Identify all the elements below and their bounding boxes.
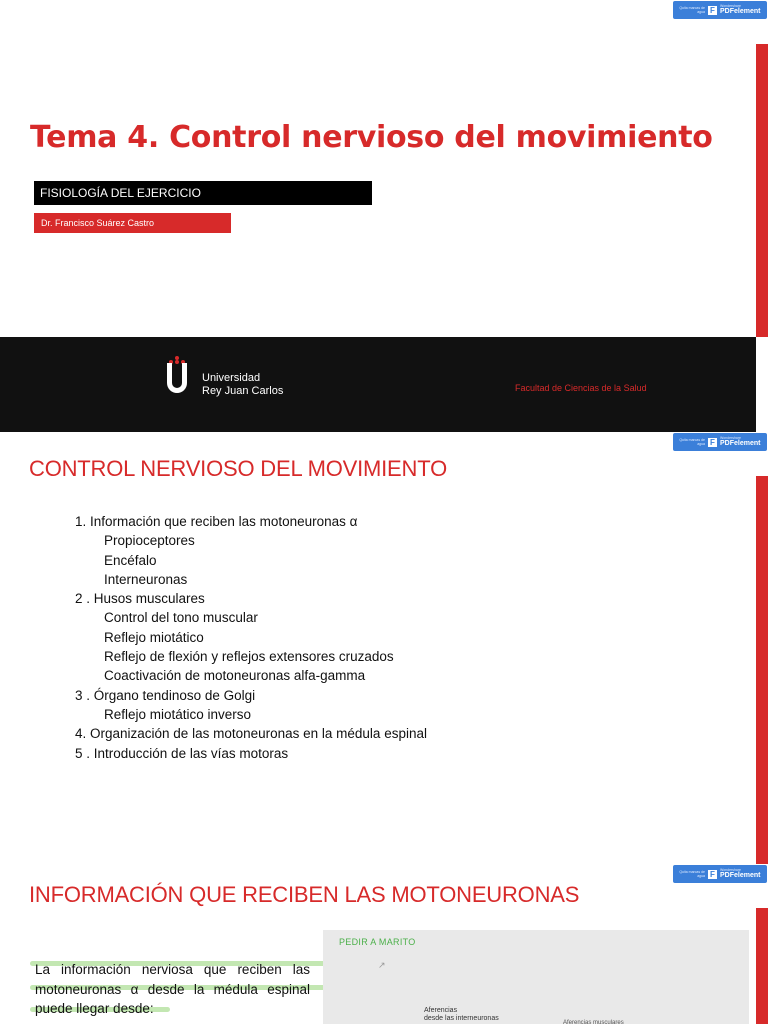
university-name <box>202 372 283 398</box>
university-logo-icon <box>165 356 189 398</box>
watermark-remove-text[interactable]: Quita marcas de agua <box>679 6 705 14</box>
figure-label-right: Aferencias musculares <box>563 1020 624 1024</box>
outline-item: 2 . Husos musculares <box>75 591 205 607</box>
pdfelement-logo-icon: F <box>708 870 717 879</box>
outline-subitem: Interneuronas <box>104 571 188 587</box>
figure-caption: PEDIR A MARITO <box>339 937 416 947</box>
watermark-badge[interactable] <box>673 433 767 451</box>
subject-label: FISIOLOGÍA DEL EJERCICIO <box>34 181 372 205</box>
slide-heading: CONTROL NERVIOSO DEL MOVIMIENTO <box>29 456 447 481</box>
outline-subitem: Reflejo miotático inverso <box>104 706 252 722</box>
badge-brand-top: Wondershare <box>720 4 741 8</box>
badge-brand-name: PDFelement <box>720 872 761 879</box>
badge-brand-top: Wondershare <box>720 868 741 872</box>
slide-heading: INFORMACIÓN QUE RECIBEN LAS MOTONEURONAS <box>29 882 580 907</box>
outline-item: 5 . Introducción de las vías motoras <box>75 745 289 761</box>
outline-subitem: Encéfalo <box>104 552 157 568</box>
figure-label <box>424 1007 499 1023</box>
neuron-figure <box>323 930 749 1024</box>
outline-subitem: Coactivación de motoneuronas alfa-gamma <box>104 668 366 684</box>
watermark-badge[interactable] <box>673 865 767 883</box>
university-name-line2: Rey Juan Carlos <box>202 385 284 397</box>
badge-brand-name: PDFelement <box>720 8 761 15</box>
faculty-label: Facultad de Ciencias de la Salud <box>515 383 647 393</box>
pdfelement-logo-icon: F <box>708 438 717 447</box>
presentation-title: Tema 4. Control nervioso del movimiento <box>30 120 713 155</box>
arrow-icon: ↗ <box>378 960 386 970</box>
outline-subitem: Propioceptores <box>104 533 195 549</box>
slide-motoneuron-info <box>0 864 768 1024</box>
badge-brand-name: PDFelement <box>720 440 761 447</box>
outline-subitem: Control del tono muscular <box>104 610 258 626</box>
slide-edge-bar <box>756 44 768 337</box>
outline-subitem: Reflejo miotático <box>104 629 204 645</box>
author-label: Dr. Francisco Suárez Castro <box>34 213 231 233</box>
figure-label-line2: desde las interneuronas <box>424 1015 499 1022</box>
figure-label-line1: Aferencias <box>424 1007 458 1014</box>
slide-title <box>0 0 768 432</box>
outline-subitem: Reflejo de flexión y reflejos extensores cruzados <box>104 649 394 665</box>
slide-outline <box>0 432 768 864</box>
watermark-badge[interactable] <box>673 1 767 19</box>
watermark-remove-text[interactable]: Quita marcas de agua <box>679 438 705 446</box>
badge-brand-top: Wondershare <box>720 436 741 440</box>
outline-list <box>75 512 427 763</box>
pdfelement-logo-icon: F <box>708 6 717 15</box>
intro-paragraph: La información nerviosa que reciben las motoneuronas α desde la médula espinal puede llegar desde: <box>35 962 310 1016</box>
slide-edge-bar <box>756 908 768 1024</box>
outline-item: 1. Información que reciben las motoneuronas α <box>75 514 358 529</box>
outline-item: 3 . Órgano tendinoso de Golgi <box>75 687 256 703</box>
university-name-line1: Universidad <box>202 372 261 384</box>
watermark-remove-text[interactable]: Quita marcas de agua <box>679 870 705 878</box>
slide-edge-bar <box>756 476 768 864</box>
outline-item: 4. Organización de las motoneuronas en la médula espinal <box>75 726 427 742</box>
